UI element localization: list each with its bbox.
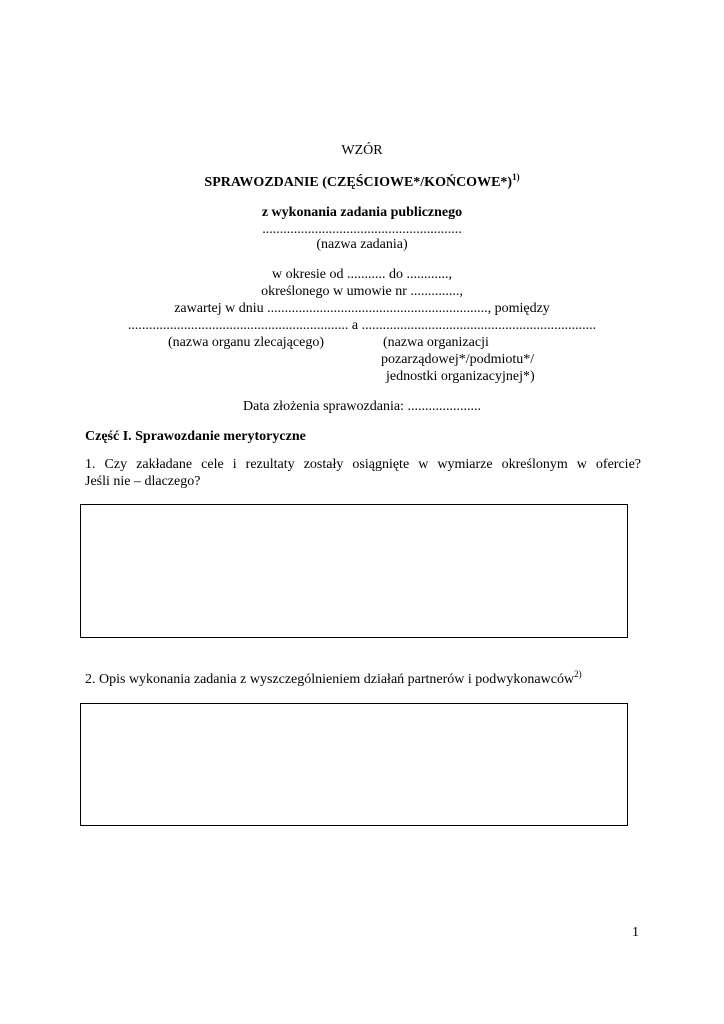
- parties-connector: a: [351, 318, 359, 333]
- question-1-line-2: Jeśli nie – dlaczego?: [85, 474, 201, 489]
- wzor-label: WZÓR: [341, 143, 383, 158]
- question-2: [85, 671, 582, 689]
- task-name-caption: (nazwa zadania): [316, 237, 408, 252]
- organization-caption-3: jednostki organizacyjnej*): [386, 369, 535, 384]
- document-subtitle: z wykonania zadania publicznego: [261, 205, 463, 220]
- organization-field[interactable]: ...................................................................: [361, 318, 597, 333]
- period-line: w okresie od ........... do ............,: [271, 267, 453, 282]
- organization-caption-1: (nazwa organizacji: [383, 335, 489, 350]
- concluded-line: zawartej w dniu ..............................................................., pomiędzy: [174, 301, 550, 316]
- ordering-authority-caption: (nazwa organu zlecającego): [168, 335, 324, 350]
- parties-line: [0, 317, 724, 335]
- part1-heading: Część I. Sprawozdanie merytoryczne: [85, 429, 306, 444]
- question-2-footnote: 2): [574, 669, 582, 679]
- question-1-line-1: 1. Czy zakładane cele i rezultaty zostały osiągnięte w wymiarze określonym w ofercie?: [85, 457, 641, 472]
- page-number: 1: [632, 925, 639, 940]
- task-name-field[interactable]: .........................................................: [262, 222, 462, 237]
- question-1-answer-box[interactable]: [80, 504, 628, 638]
- document-title-text: SPRAWOZDANIE (CZĘŚCIOWE*/KOŃCOWE*): [204, 175, 513, 190]
- question-2-answer-box[interactable]: [80, 703, 628, 826]
- ordering-authority-field[interactable]: ...............................................................: [127, 318, 349, 333]
- agreement-line: określonego w umowie nr ..............,: [261, 284, 463, 299]
- question-2-text: 2. Opis wykonania zadania z wyszczególnieniem działań partnerów i podwykonawców: [85, 672, 575, 687]
- organization-caption-2: pozarządowej*/podmiotu*/: [381, 352, 535, 367]
- document-title: [0, 174, 724, 192]
- submission-date: Data złożenia sprawozdania: .....................: [243, 399, 481, 414]
- title-footnote: 1): [512, 172, 520, 182]
